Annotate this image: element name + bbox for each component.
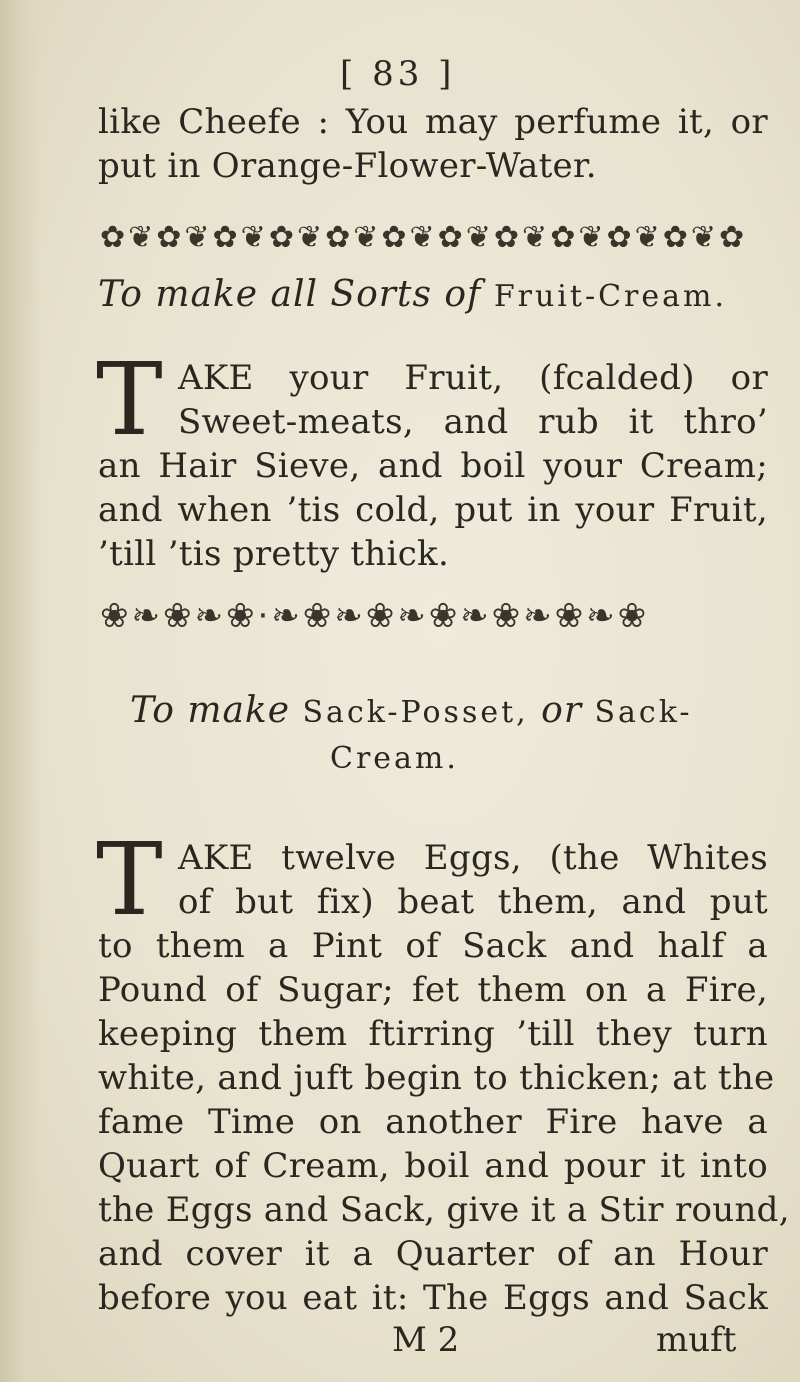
recipe-title xyxy=(98,274,727,315)
text-line: white, and juft begin to thicken; at the xyxy=(98,1058,775,1098)
signature-mark: M 2 xyxy=(392,1320,460,1360)
recipe-title-prefix: To make all Sorts of xyxy=(98,274,494,315)
recipe-title-prefix: To make xyxy=(130,690,303,731)
text-line: like Cheefe : You may perfume it, or xyxy=(98,102,768,142)
text-line: fame Time on another Fire have a xyxy=(98,1102,768,1142)
text-line: an Hair Sieve, and boil your Cream; xyxy=(98,446,768,486)
recipe-title-caps: Cream. xyxy=(330,741,459,776)
drop-cap: T xyxy=(96,821,163,938)
recipe-title-caps: Fruit-Cream. xyxy=(493,279,727,314)
text-line: Quart of Cream, boil and pour it into xyxy=(98,1146,768,1186)
text-line: the Eggs and Sack, give it a Stir round, xyxy=(98,1190,790,1230)
ornament-divider: ❀❧❀❧❀·❧❀❧❀❧❀❧❀❧❀❧❀ xyxy=(100,596,650,636)
recipe-title-caps: Sack-Posset, xyxy=(302,695,529,730)
page-edge-shadow xyxy=(0,0,42,1382)
text-line: and when ’tis cold, put in your Fruit, xyxy=(98,490,768,530)
recipe-title-line2 xyxy=(330,736,459,777)
text-line: AKE your Fruit, (fcalded) or xyxy=(178,358,768,398)
drop-cap: T xyxy=(96,341,163,458)
ornament-divider: ✿❦✿❦✿❦✿❦✿❦✿❦✿❦✿❦✿❦✿❦✿❦✿ xyxy=(100,220,748,255)
recipe-title-caps: Sack- xyxy=(594,695,693,730)
text-line: AKE twelve Eggs, (the Whites xyxy=(178,838,768,878)
text-line: and cover it a Quarter of an Hour xyxy=(98,1234,768,1274)
text-line: to them a Pint of Sack and half a xyxy=(98,926,768,966)
text-line: Sweet-meats, and rub it thro’ xyxy=(178,402,768,442)
text-line: Pound of Sugar; fet them on a Fire, xyxy=(98,970,768,1010)
catchword: muft xyxy=(656,1320,737,1360)
text-line: before you eat it: The Eggs and Sack xyxy=(98,1278,768,1318)
recipe-title xyxy=(130,690,693,731)
text-line: keeping them ftirring ’till they turn xyxy=(98,1014,768,1054)
recipe-title-or: or xyxy=(528,690,595,731)
text-line: of but fix) beat them, and put xyxy=(178,882,768,922)
page-number: [ 83 ] xyxy=(340,54,456,94)
text-line: put in Orange-Flower-Water. xyxy=(98,146,597,186)
text-line: ’till ’tis pretty thick. xyxy=(98,534,450,574)
